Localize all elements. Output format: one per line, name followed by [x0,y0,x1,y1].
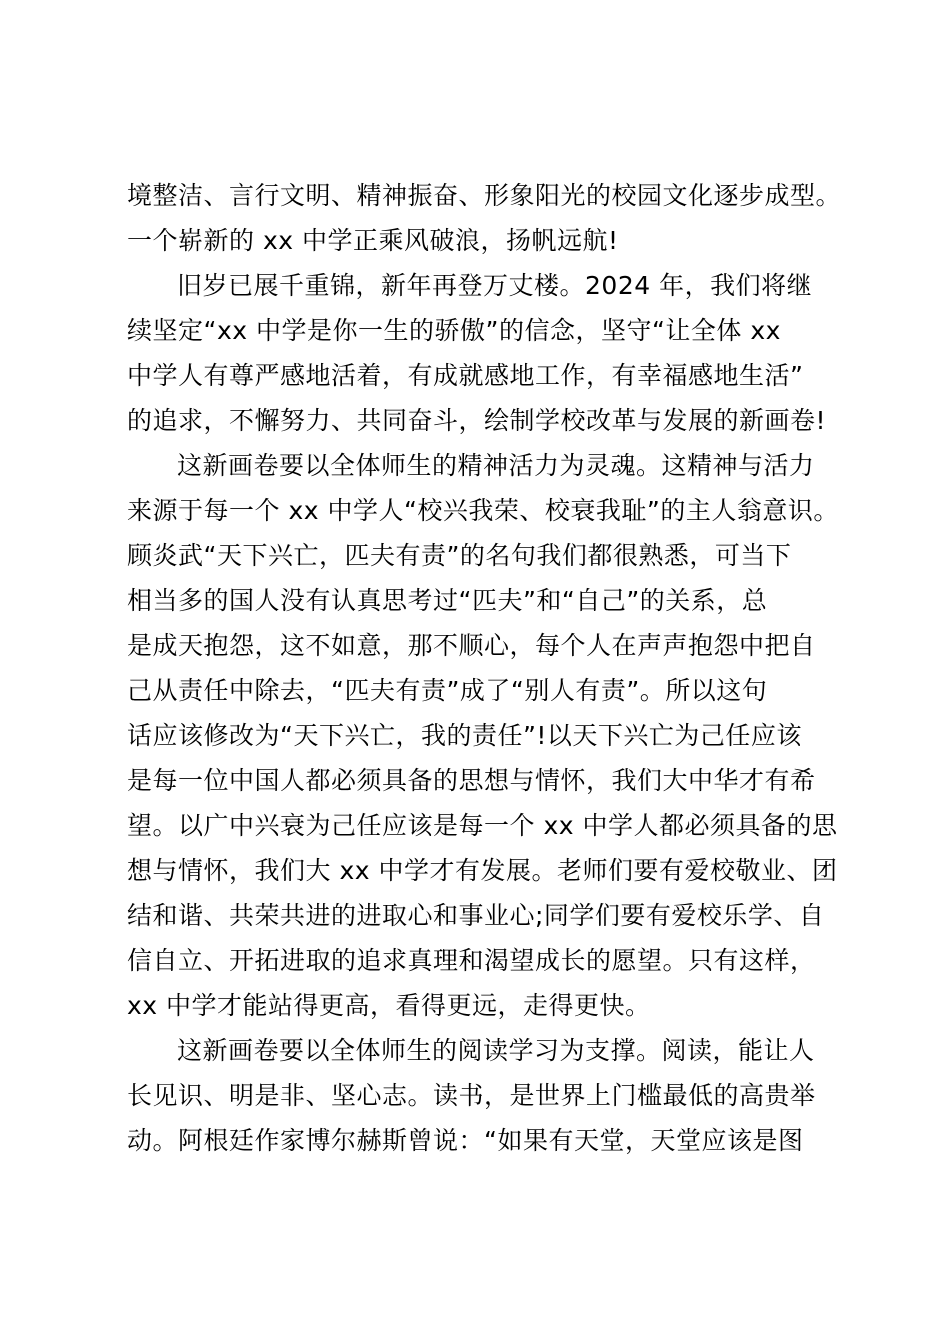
text-line: xx 中学才能站得更高，看得更远，走得更快。 [127,991,651,1020]
text-line: 中学人有尊严感地活着，有成就感地工作，有幸福感地生活” [127,361,804,390]
text-line: 望。以广中兴衰为己任应该是每一个 xx 中学人都必须具备的思 [127,811,838,840]
text-line: 己从责任中除去，“匹夫有责”成了“别人有责”。所以这句 [127,676,768,705]
text-line: 动。阿根廷作家博尔赫斯曾说：“如果有天堂，天堂应该是图 [127,1126,804,1155]
text-line: 的追求，不懈努力、共同奋斗，绘制学校改革与发展的新画卷! [127,406,827,435]
text-line: 相当多的国人没有认真思考过“匹夫”和“自己”的关系，总 [127,586,768,615]
text-line: 结和谐、共荣共进的进取心和事业心;同学们要有爱校乐学、自 [127,901,825,930]
text-line: 是成天抱怨，这不如意，那不顺心，每个人在声声抱怨中把自 [127,631,816,660]
paragraph-first-line: 这新画卷要以全体师生的阅读学习为支撑。阅读，能让人 [177,1036,815,1065]
text-line: 是每一位中国人都必须具备的思想与情怀，我们大中华才有希 [127,766,816,795]
text-line: 长见识、明是非、坚心志。读书，是世界上门槛最低的高贵举 [127,1081,816,1110]
text-line: 境整洁、言行文明、精神振奋、形象阳光的校园文化逐步成型。 [127,181,842,210]
text-line: 信自立、开拓进取的追求真理和渴望成长的愿望。只有这样， [127,946,816,975]
text-line: 话应该修改为“天下兴亡，我的责任”!以天下兴亡为己任应该 [127,721,802,750]
text-line: 顾炎武“天下兴亡，匹夫有责”的名句我们都很熟悉，可当下 [127,541,792,570]
text-line: 一个崭新的 xx 中学正乘风破浪，扬帆远航! [127,226,619,255]
text-line: 想与情怀，我们大 xx 中学才有发展。老师们要有爱校敬业、团 [127,856,838,885]
text-line: 续坚定“xx 中学是你一生的骄傲”的信念，坚守“让全体 xx [127,316,781,345]
text-line: 来源于每一个 xx 中学人“校兴我荣、校衰我耻”的主人翁意识。 [127,496,839,525]
paragraph-first-line: 旧岁已展千重锦，新年再登万丈楼。2024 年，我们将继 [177,271,813,300]
paragraph-first-line: 这新画卷要以全体师生的精神活力为灵魂。这精神与活力 [177,451,815,480]
